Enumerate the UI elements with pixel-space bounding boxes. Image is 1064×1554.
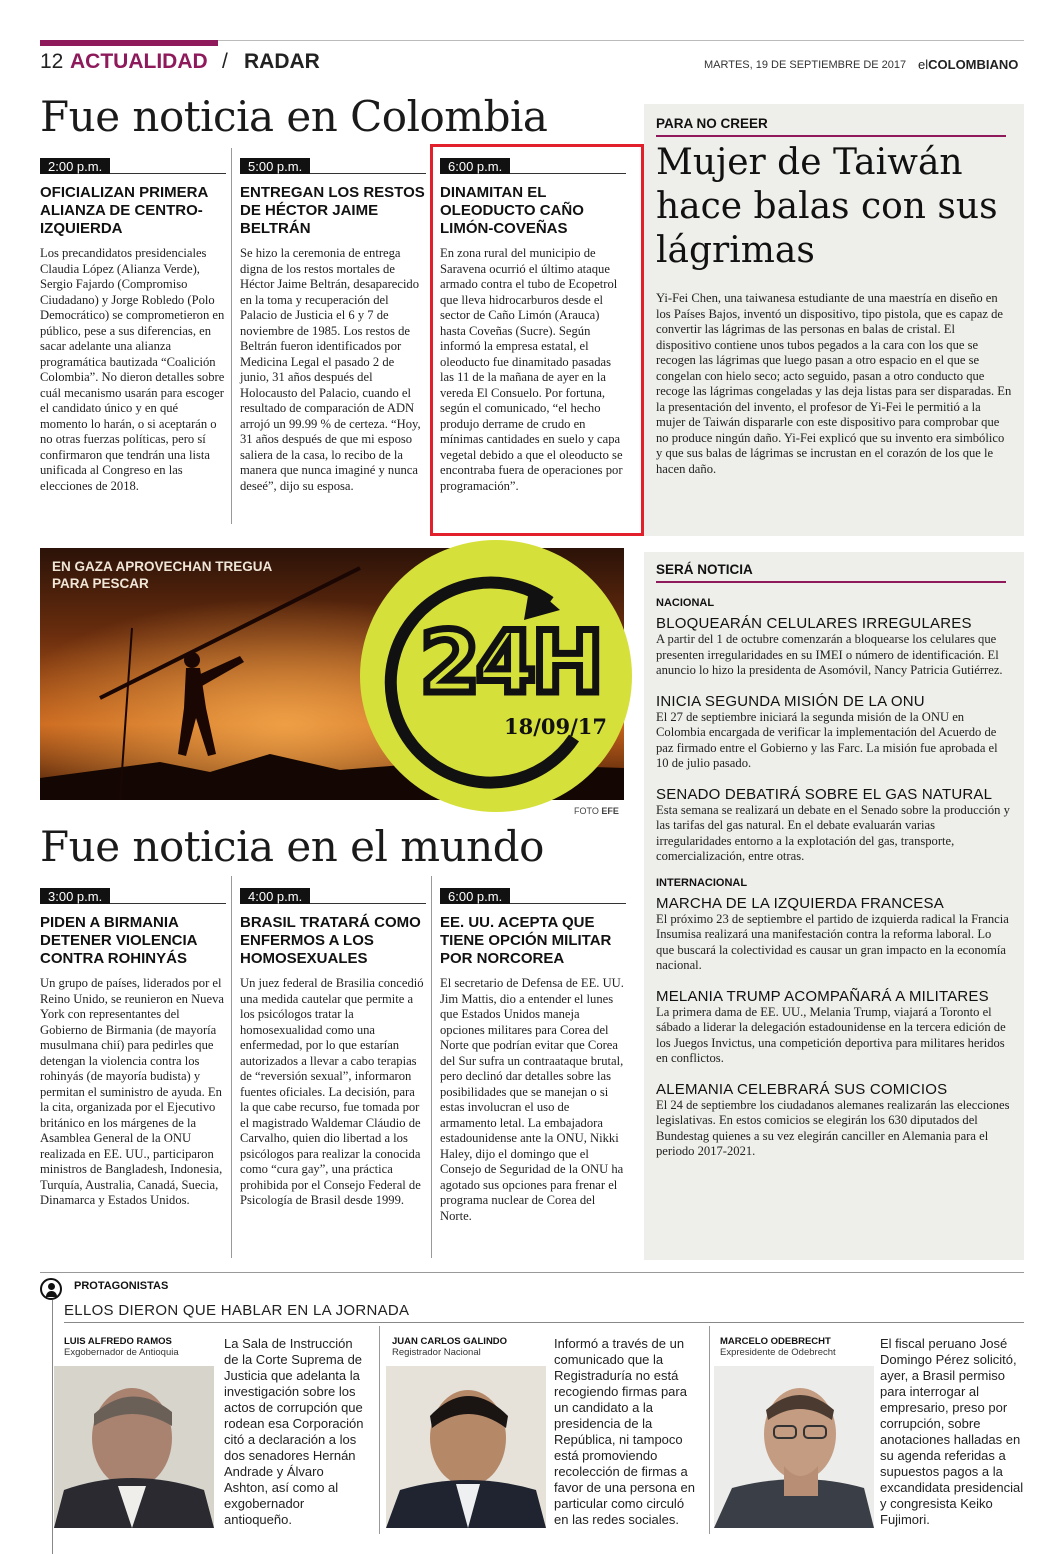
brand-prefix: el <box>918 57 929 72</box>
time-rule <box>40 888 226 904</box>
subtitle-rule <box>64 1322 1024 1323</box>
protagonist-1-photo <box>54 1366 214 1528</box>
label-rule <box>656 135 1006 137</box>
time-rule <box>240 888 426 904</box>
story-body: Un juez federal de Brasilia concedió una medida cautelar que permite a los psicólogos tratar la homosexualidad como una enfermedad, por lo que estarían autorizados a llevar a cabo terapias de “reversión sexual”, informaron fuentes oficiales. La decisión, para la que cabe recurso, fue tomada por el magistrado Waldemar Cláudio de Carvalho, quien dio libertad a los psicólogos para realizar la conocida como “cura gay”, una práctica prohibida por el Consejo Federal de Psicología de Brasil desde 1999. <box>240 976 424 1207</box>
nacional-label: NACIONAL <box>656 597 715 609</box>
protagonist-2-photo <box>386 1366 546 1528</box>
protagonist-2-caption <box>392 1336 507 1358</box>
24h-logo-date: 18/09/17 <box>504 714 608 739</box>
para-no-creer-body: Yi-Fei Chen, una taiwanesa estudiante de una maestría en diseño en los Países Bajos, inventó un dispositivo, tipo pistola, que es capaz de convertir las lágrimas de las personas en balas de cristal. El dispositivo contiene unos tubos pegados a la cara con los que se recogen las lágrimas que luego pasan a otro espacio en el que se congelan con hielo seco; acto seguido, pasan a otro conducto que recoge las lágrimas congeladas y las deja listas para ser disparadas. En la presentación del invento, el profesor de Yi-Fei le permitió a la mujer de Taiwán dispararle con este dispositivo para comprobar que no produce ningún daño. Yi-Fei explicó que su invento era simbólico y que sus balas de lágrimas se incrustan en el corazón de los que le hacen daño. <box>656 291 1012 476</box>
page-header <box>40 50 1024 76</box>
protagonist-2-text: Informó a través de un comunicado que la Registraduría no está recogiendo firmas para un candidato a la presidencia de la República, ni tampoco está promoviendo recolección de firmas a favor de una persona en particular como circuló en las redes sociales. <box>554 1336 695 1527</box>
para-no-creer-label: PARA NO CREER <box>656 116 768 131</box>
item-headline: INICIA SEGUNDA MISIÓN DE LA ONU <box>656 692 925 710</box>
sera-noticia-box <box>644 552 1024 1260</box>
item-headline: BLOQUEARÁN CELULARES IRREGULARES <box>656 615 972 632</box>
person-icon <box>40 1278 62 1300</box>
column-divider <box>709 1326 710 1534</box>
story-time: 5:00 p.m. <box>240 158 310 174</box>
credit-source: EFE <box>601 806 619 816</box>
protagonist-role: Expresidente de Odebrecht <box>720 1347 836 1358</box>
protagonist-name: LUIS ALFREDO RAMOS <box>64 1336 172 1347</box>
story-time: 6:00 p.m. <box>440 888 510 904</box>
credit-label: FOTO <box>574 806 599 816</box>
protagonist-3-caption <box>720 1336 836 1358</box>
mundo-section-title: Fue noticia en el mundo <box>40 822 544 871</box>
story-headline: EE. UU. ACEPTA QUE TIENE OPCIÓN MILITAR POR NORCOREA <box>440 914 612 967</box>
item-body: El 27 de septiembre iniciará la segunda misión de la ONU en Colombia encargada de verificar la implementación del Acuerdo de paz firmado entre el Gobierno y las Farc. La misión fue aprobada el 10 de julio pasado. <box>656 709 998 770</box>
story-headline: OFICIALIZAN PRIMERA ALIANZA DE CENTRO-IZQUIERDA <box>40 184 208 237</box>
subsection-name: RADAR <box>244 50 320 73</box>
protagonist-1-caption <box>64 1336 179 1358</box>
item-headline: MELANIA TRUMP ACOMPAÑARÁ A MILITARES <box>656 987 989 1005</box>
colombia-section-title: Fue noticia en Colombia <box>40 92 548 141</box>
story-time: 6:00 p.m. <box>440 158 510 174</box>
story-headline: DINAMITAN EL OLEODUCTO CAÑO LIMÓN-COVEÑAS <box>440 184 584 237</box>
protagonist-role: Exgobernador de Antioquia <box>64 1347 179 1358</box>
issue-date: MARTES, 19 DE SEPTIEMBRE DE 2017 <box>704 59 907 71</box>
story-time: 4:00 p.m. <box>240 888 310 904</box>
column-divider <box>431 876 432 1258</box>
label-rule <box>656 581 1006 583</box>
story-body: Se hizo la ceremonia de entrega digna de los restos mortales de Héctor Jaime Beltrán, desaparecido en la toma y recuperación del Palacio de Justicia el 6 y 7 de noviembre de 1985. Los restos de Beltrán fueron identificados por Medicina Legal el pasado 2 de junio, 31 años después del Holocausto del Palacio, cuando el resultado de comparación de ADN arrojó un 99.99 % de certeza. “Hoy, 31 años después de que mi esposo saliera de la casa, lo recibo de la manera que nunca imaginé y nunca deseé”, dijo su esposa. <box>240 246 421 493</box>
mundo-story-2 <box>240 888 426 1209</box>
story-headline: ENTREGAN LOS RESTOS DE HÉCTOR JAIME BELTRÁN <box>240 184 425 237</box>
mundo-story-3 <box>440 888 626 1224</box>
protagonist-1-text: La Sala de Instrucción de la Corte Suprema de Justicia que adelanta la investigación sobre los actos de corrupción que rodean esa Corporación citó a declaración a los dos senadores Hernán Andrade y Álvaro Ashton, así como al exgobernador antioqueño. <box>224 1336 364 1527</box>
para-no-creer-headline: Mujer de Taiwán hace balas con sus lágrimas <box>656 142 998 271</box>
photo-caption: EN GAZA APROVECHAN TREGUA PARA PESCAR <box>52 559 272 591</box>
story-body: Los precandidatos presidenciales Claudia López (Alianza Verde), Sergio Fajardo (Compromiso Ciudadano) y Jorge Robledo (Polo Democrático) se comprometieron en público, pese a sus diferencias, en sacar adelante una alianza programática bautizada “Coalición Colombia”. No dieron detalles sobre cuál mecanismo usarán para escoger el candidato único y en qué momento lo harán, o si aceptarán o no otras fuerzas políticas, pero sí confirmaron que tendrán una lista unificada al Congreso en las elecciones de 2018. <box>40 246 225 493</box>
story-time: 2:00 p.m. <box>40 158 110 174</box>
item-headline: SENADO DEBATIRÁ SOBRE EL GAS NATURAL <box>656 785 993 803</box>
protagonistas-subtitle: ELLOS DIERON QUE HABLAR EN LA JORNADA <box>64 1302 410 1319</box>
24h-logo-text: 24H <box>420 613 600 713</box>
portrait-image <box>54 1366 214 1528</box>
internacional-label: INTERNACIONAL <box>656 876 748 889</box>
item-body: La primera dama de EE. UU., Melania Trump, viajará a Toronto el sábado a liderar la delegación estadounidense en la tercera edición de los Juegos Invictus, una competición deportiva para militares heridos en conflictos. <box>656 1004 1006 1065</box>
internacional-item <box>656 1081 1012 1160</box>
brand-name: COLOMBIANO <box>928 57 1019 72</box>
protagonistas-vertical-rule <box>52 1300 53 1554</box>
colombia-story-2 <box>240 158 426 494</box>
story-headline: BRASIL TRATARÁ COMO ENFERMOS A LOS HOMOSEXUALES <box>240 914 421 967</box>
colombia-story-1 <box>40 158 226 494</box>
nacional-item <box>656 615 1012 679</box>
internacional-item <box>656 895 1012 974</box>
photo-credit <box>574 806 619 816</box>
newspaper-brand <box>918 57 1018 72</box>
para-no-creer-box <box>644 104 1024 536</box>
item-body: El 24 de septiembre los ciudadanos alemanes realizarán las elecciones legislativas. En estos comicios se elegirán los 630 diputados del Bundestag quienes a su vez elegirán canciller en Alemania para el periodo 2017-2021. <box>656 1097 1010 1158</box>
24h-logo-badge <box>360 540 632 812</box>
protagonistas-label: PROTAGONISTAS <box>74 1280 169 1292</box>
internacional-item <box>656 988 1012 1067</box>
time-rule <box>40 158 226 174</box>
section-name: ACTUALIDAD <box>70 50 208 73</box>
highlight-box <box>430 144 644 536</box>
item-body: A partir del 1 de octubre comenzarán a bloquearse los celulares que presenten irregularidades en su IMEI o número de identificación. El anuncio lo hizo la presidenta de Asomóvil, Nancy Patricia Gutiérrez. <box>656 632 1003 677</box>
nacional-item <box>656 693 1012 772</box>
section-separator: / <box>222 50 228 73</box>
protagonist-name: JUAN CARLOS GALINDO <box>392 1336 508 1347</box>
section-rule <box>40 1272 1024 1273</box>
time-rule <box>240 158 426 174</box>
nacional-item <box>656 786 1012 865</box>
section-accent-bar <box>40 40 218 46</box>
story-body: En zona rural del municipio de Saravena ocurrió el último ataque armado contra el tubo de Ecopetrol que lleva hidrocarburos desde el sector de Caño Limón (Arauca) hasta Coveñas (Sucre). Según informó la empresa estatal, el oleoducto fue dinamitado pasadas las 11 de la mañana de ayer en la vereda El Consuelo. Por fortuna, según el comunicado, “el hecho produjo derrame de crudo en mínimas cantidades en suelo y capa vegetal debido a que el oleoducto se encontraba fuera de operaciones por programación”. <box>440 246 623 493</box>
time-rule <box>440 888 626 904</box>
protagonist-name: MARCELO ODEBRECHT <box>720 1336 831 1347</box>
protagonist-3-photo <box>714 1366 874 1528</box>
story-headline: PIDEN A BIRMANIA DETENER VIOLENCIA CONTRA ROHINYÁS <box>40 914 197 967</box>
column-divider <box>379 1326 380 1534</box>
story-body: Un grupo de países, liderados por el Reino Unido, se reunieron en Nueva York con representantes del Gobierno de Birmania (de mayoría musulmana chií) para pedirles que detengan la violencia contra los rohinyás (de mayoría budista) y permitan el suministro de ayuda. En la cita, organizada por el Ejecutivo británico en los márgenes de la Asamblea General de la ONU realizada en EE. UU., participaron ministros de Bangladesh, Indonesia, Turquía, Australia, Canadá, Suecia, Dinamarca y Estados Unidos. <box>40 976 224 1207</box>
portrait-image <box>386 1366 546 1528</box>
story-time: 3:00 p.m. <box>40 888 110 904</box>
sera-noticia-label: SERÁ NOTICIA <box>656 562 753 577</box>
item-headline: ALEMANIA CELEBRARÁ SUS COMICIOS <box>656 1080 948 1098</box>
story-body: El secretario de Defensa de EE. UU. Jim Mattis, dio a entender el lunes que Estados Unidos maneja opciones militares para Corea del Norte que podrían evitar que Corea del Sur sufra un contraataque brutal, pero declinó dar detalles sobre las posibilidades que se manejan o si estas involucran el uso de armamento letal. La embajadora estadounidense ante la ONU, Nikki Haley, dijo el domingo que el Consejo de Seguridad de la ONU ha agotado sus opciones para frenar el programa nuclear de Corea del Norte. <box>440 976 624 1223</box>
mundo-story-1 <box>40 888 226 1209</box>
item-body: El próximo 23 de septiembre el partido de izquierda radical la Francia Insumisa realizará una manifestación contra la reforma laboral. Lo que buscará la colectividad es causar un gran impacto en la economía nacional. <box>656 911 1009 972</box>
protagonist-role: Registrador Nacional <box>392 1347 481 1358</box>
item-headline: MARCHA DE LA IZQUIERDA FRANCESA <box>656 894 944 912</box>
protagonist-3-text: El fiscal peruano José Domingo Pérez solicitó, ayer, a Brasil permiso para interrogar al empresario, preso por corrupción, sobre anotaciones halladas en su agenda referidas a supuestos pagos a la excandidata presidencial y congresista Keiko Fujimori. <box>880 1336 1024 1527</box>
portrait-image <box>714 1366 874 1528</box>
page-number: 12 <box>40 50 64 73</box>
column-divider <box>231 148 232 524</box>
column-divider <box>231 876 232 1258</box>
item-body: Esta semana se realizará un debate en el Senado sobre la producción y las tarifas del gas natural. En el debate evaluarán varias irregularidades entorno a la explotación del gas, transporte, comercialización, entre otras. <box>656 802 1010 863</box>
